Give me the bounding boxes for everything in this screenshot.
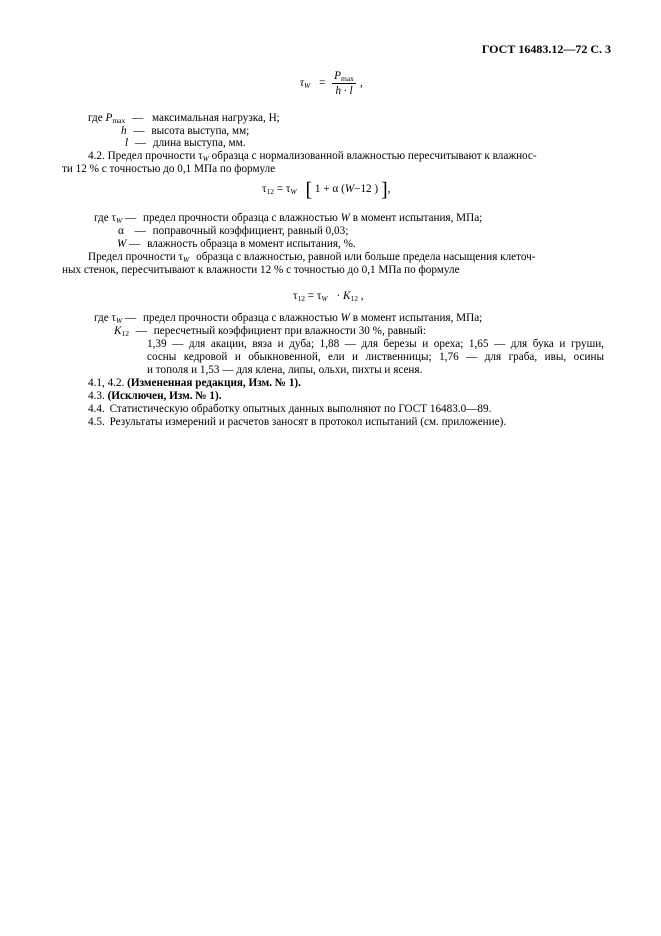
- fraction-denominator: [332, 84, 356, 97]
- para-subscript: W: [202, 154, 209, 163]
- def-dash: —: [135, 325, 147, 337]
- def-text: поправочный коэффициент, равный 0,03;: [152, 225, 349, 237]
- def-row-w: [117, 238, 356, 250]
- note-number: 4.5.: [88, 416, 105, 428]
- def-dash: —: [134, 225, 146, 237]
- para-text: образца с влажностью, равной или больше предела насыщения клеточ-: [196, 251, 536, 263]
- formula-symbol: τ: [316, 290, 322, 302]
- def-dash: —: [125, 212, 137, 224]
- def-subscript: max: [112, 116, 126, 125]
- formula-equals: =: [276, 183, 284, 195]
- def-text: предел прочности образца с влажностью: [143, 212, 338, 224]
- note-number: 4.3.: [88, 390, 105, 402]
- def-prefix: W: [117, 238, 127, 250]
- page-header: ГОСТ 16483.12—72 С. 3: [481, 42, 611, 56]
- def-prefix: где τ: [94, 212, 116, 224]
- note-4-3: [88, 390, 222, 402]
- def-text: длина выступа, мм.: [152, 137, 246, 149]
- def-subscript: W: [115, 316, 123, 325]
- formula-subscript: 12: [266, 187, 274, 196]
- def-symbol: W: [340, 312, 350, 324]
- def-row-k12: [114, 325, 426, 337]
- formula-equals: =: [307, 290, 315, 302]
- formula-symbol: τ: [300, 77, 305, 90]
- para-saturation-line1: [88, 251, 604, 263]
- formula-equals: =: [319, 77, 326, 90]
- def-row-l: [125, 137, 246, 149]
- note-4-1-4-2: [88, 377, 301, 389]
- note-text: (Измененная редакция, Изм. № 1).: [127, 377, 301, 389]
- def-dash: —: [133, 125, 145, 137]
- para-saturation-line2: ных стенок, пересчитывают к влажности 12 % с точностью до 0,1 МПа по формуле: [62, 264, 460, 276]
- def-row-alpha: [118, 225, 348, 237]
- formula-comma: ,: [387, 183, 391, 195]
- formula-subscript: 12: [297, 294, 305, 303]
- para-text: Предел прочности τ: [88, 251, 184, 263]
- formula-symbol: τ: [293, 290, 298, 302]
- note-text: Статистическую обработку опытных данных выполняют по ГОСТ 16483.0—89.: [109, 403, 492, 415]
- def-text: предел прочности образца с влажностью: [143, 312, 338, 324]
- def-symbol: h: [121, 125, 127, 137]
- formula-dot: ·: [336, 290, 341, 302]
- formula-inner: −12 ): [354, 183, 379, 195]
- def-text: в момент испытания, МПа;: [352, 212, 483, 224]
- def-prefix: где: [88, 112, 103, 124]
- formula-comma: ,: [360, 290, 364, 302]
- para-text: образца с нормализованной влажностью пересчитывают к влажнос-: [211, 150, 537, 162]
- bracket-close: ]: [380, 179, 388, 201]
- formula-recalc-normal: [262, 179, 391, 201]
- def-dash: —: [134, 137, 147, 149]
- formula-fraction: [332, 70, 356, 97]
- note-4-4: [88, 403, 491, 415]
- def-row-pmax: [88, 112, 280, 124]
- formula-w-symbol: W: [344, 183, 355, 195]
- def-text: максимальная нагрузка, Н;: [152, 112, 280, 124]
- def-text: влажность образца в момент испытания, %.: [147, 238, 356, 250]
- def-dash: —: [132, 112, 144, 124]
- formula-symbol: τ: [285, 183, 291, 195]
- formula-k-symbol: K: [342, 290, 351, 302]
- denominator-text: h · l: [335, 85, 353, 97]
- formula-subscript: W: [321, 294, 328, 303]
- para-text: 4.2. Предел прочности τ: [88, 150, 203, 162]
- k12-values-line1: 1,39 — для акации, вяза и дуба; 1,88 — для березы и ореха; 1,65 — для бука и груши,: [147, 338, 604, 350]
- def-symbol: l: [125, 137, 129, 149]
- note-4-5: [88, 416, 506, 428]
- formula-subscript: W: [290, 187, 297, 196]
- fraction-numerator: [332, 70, 356, 84]
- formula-recalc-saturated: [293, 290, 364, 302]
- formula-comma: ,: [359, 77, 363, 90]
- formula-subscript: W: [304, 81, 311, 91]
- k12-values-line3: и тополя и 1,53 — для клена, липы, ольхи, пихты и ясеня.: [147, 364, 423, 376]
- def-text: высота выступа, мм;: [151, 125, 250, 137]
- note-text: Результаты измерений и расчетов заносят в протокол испытаний (см. приложение).: [109, 416, 507, 428]
- formula-symbol: τ: [262, 183, 267, 195]
- def-row-tau-w: [94, 212, 482, 224]
- def-row-tau-w-2: [94, 312, 482, 324]
- para-4-2-line1: [88, 150, 604, 162]
- numerator-symbol: P: [334, 70, 342, 82]
- def-symbol: W: [340, 212, 350, 224]
- formula-inner: 1 + α (: [314, 183, 345, 195]
- def-symbol: K: [114, 325, 122, 337]
- formula-shear-strength: [300, 70, 363, 97]
- def-symbol: P: [105, 112, 113, 124]
- note-number: 4.4.: [88, 403, 105, 415]
- note-text: (Исключен, Изм. № 1).: [107, 390, 222, 402]
- numerator-subscript: max: [341, 74, 354, 83]
- def-row-h: [121, 125, 249, 137]
- note-number: 4.1, 4.2.: [88, 377, 125, 389]
- def-subscript: W: [115, 216, 123, 225]
- def-subscript: 12: [121, 329, 129, 338]
- def-text: пересчетный коэффициент при влажности 30 %, равный:: [153, 325, 427, 337]
- def-dash: —: [125, 312, 137, 324]
- def-dash: —: [129, 238, 141, 250]
- def-prefix: α: [118, 225, 124, 237]
- def-text: в момент испытания, МПа;: [352, 312, 483, 324]
- para-4-2-line2: ти 12 % с точностью до 0,1 МПа по формуле: [62, 163, 276, 175]
- k12-values-line2: сосны кедровой и обыкновенной, ели и лиственницы; 1,76 — для граба, ивы, осины: [147, 351, 604, 363]
- bracket-open: [: [305, 179, 313, 201]
- para-subscript: W: [183, 255, 190, 264]
- def-prefix: где τ: [94, 312, 116, 324]
- formula-subscript: 12: [350, 294, 358, 303]
